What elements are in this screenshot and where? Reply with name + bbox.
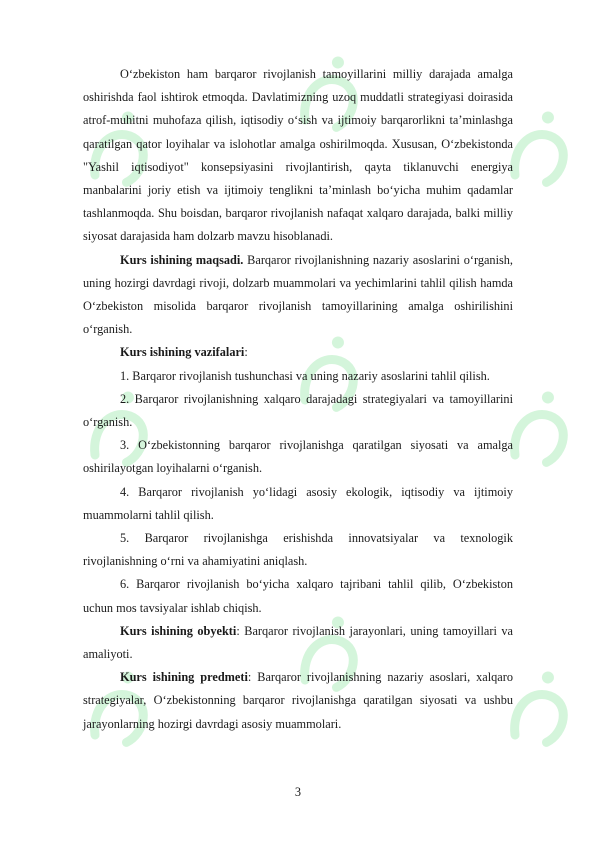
- document-body: [83, 63, 513, 736]
- paragraph-text: : Barqaror rivojlanish jarayonlari, uning tamoyillari va amaliyoti.: [83, 623, 513, 662]
- paragraph-text: 6. Barqaror rivojlanish bo‘yicha xalqaro tajribani tahlil qilib, O‘zbekiston uchun mos tavsiyalar ishlab chiqish.: [83, 577, 513, 615]
- paragraph-lead: Kurs ishining maqsadi.: [120, 252, 244, 267]
- paragraph-goal: [83, 249, 513, 342]
- watermark-mark: [505, 389, 584, 474]
- paragraph-text: 5. Barqaror rivojlanishga erishishda innovatsiyalar va texnologik rivojlanishning o‘rni va ahamiyatini aniqlash.: [83, 531, 513, 569]
- paragraph-text: 2. Barqaror rivojlanishning xalqaro darajadagi strategiyalari va tamoyillarini o‘rganish.: [83, 391, 513, 430]
- task-item-6: [83, 573, 513, 619]
- paragraph-subject: [83, 666, 513, 736]
- paragraph-text: : Barqaror rivojlanishning nazariy asoslari, xalqaro strategiyalar, O‘zbekistonning barqaror rivojlanishga qaratilgan siyosati va ushbu jarayonlarning hozirgi davrdagi asosiy muammolari.: [83, 670, 513, 731]
- task-item-2: [83, 388, 513, 434]
- task-item-1: [83, 365, 513, 388]
- watermark-mark: [505, 109, 584, 194]
- watermark-mark: [505, 669, 584, 754]
- task-item-5: [83, 527, 513, 573]
- task-item-3: [83, 434, 513, 480]
- paragraph-lead: Kurs ishining predmeti: [120, 670, 248, 685]
- paragraph-text: O‘zbekiston ham barqaror rivojlanish tamoyillarini milliy darajada amalga oshirishda faol ishtirok etmoqda. Davlatimizning uzoq muddatli strategiyasi doirasida atrof-muhitni muhofaza qilish, iqtisodiy o‘sish va ijtimoiy barqarorlikni ta’minlashga qaratilgan qator loyihalar va islohotlar amalga oshirilmoqda. Xususan, O‘zbekistonda "Yashil iqtisodiyot" konsepsiyasini rivojlantirish, qayta tiklanuvchi energiya manbalarini joriy etish va ijtimoiy tenglikni ta’minlash bo‘yicha muhim qadamlar tashlanmoqda. Shu boisdan, barqaror rivojlanish nafaqat xalqaro darajada, balki milliy siyosat darajasida ham dolzarb mavzu hisoblanadi.: [83, 67, 513, 244]
- paragraph-intro: [83, 63, 513, 249]
- paragraph-text: 3. O‘zbekistonning barqaror rivojlanishga qaratilgan siyosati va amalga oshirilayotgan loyihalarni o‘rganish.: [83, 438, 513, 476]
- paragraph-text: 4. Barqaror rivojlanish yo‘lidagi asosiy ekologik, iqtisodiy va ijtimoiy muammolarni tahlil qilish.: [83, 484, 513, 522]
- paragraph-text: 1. Barqaror rivojlanish tushunchasi va uning nazariy asoslarini tahlil qilish.: [120, 368, 490, 383]
- paragraph-text: :: [244, 345, 248, 360]
- paragraph-lead: Kurs ishining obyekti: [120, 623, 237, 638]
- task-item-4: [83, 481, 513, 527]
- paragraph-object: [83, 620, 513, 666]
- page-number: 3: [294, 785, 302, 799]
- paragraph-lead: Kurs ishining vazifalari: [120, 345, 245, 360]
- paragraph-text: Barqaror rivojlanishning nazariy asoslarini o‘rganish, uning hozirgi davrdagi rivoji, dolzarb muammolari va yechimlarini tahlil qilish hamda O‘zbekiston misolida barqaror rivojlanish tamoyillarining amalga oshirilishini o‘rganish.: [83, 252, 513, 337]
- paragraph-tasks-heading: [83, 341, 513, 364]
